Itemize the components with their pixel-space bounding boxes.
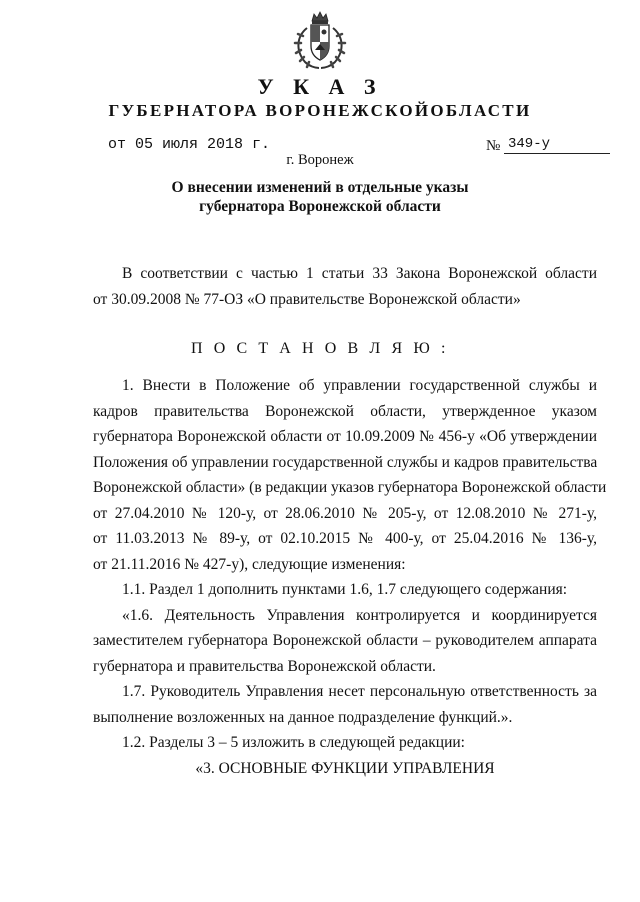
section-heading: «3. ОСНОВНЫЕ ФУНКЦИИ УПРАВЛЕНИЯ (195, 759, 495, 777)
body-line: 1.1. Раздел 1 дополнить пунктами 1.6, 1.7 следующего содержания: (122, 581, 568, 598)
coat-of-arms-icon (289, 10, 351, 70)
decree-subject (0, 178, 640, 216)
body-line: от 21.11.2016 № 427-у), следующие изменения: (93, 555, 406, 573)
body-line: губернатора Воронежской области от 10.09.2009 № 456-у «Об утверждении (93, 428, 597, 445)
body-line: Положения об управлении государственной службы и кадров правительства (93, 453, 598, 471)
body-line: от 27.04.2010 № 120-у, от 28.06.2010 № 205-у, от 12.08.2010 № 271-у, (93, 504, 597, 522)
city: г. Воронеж (286, 152, 354, 168)
subject-line: губернатора Воронежской области (199, 198, 441, 215)
body-line: 1.2. Разделы 3 – 5 изложить в следующей редакции: (122, 734, 465, 751)
body-line: 1. Внести в Положение об управлении государственной службы и (122, 377, 597, 394)
decree-body (93, 373, 607, 781)
body-line: Воронежской области» (в редакции указов губернатора Воронежской области (93, 479, 607, 496)
body-line: от 11.03.2013 № 89-у, от 02.10.2015 № 400-у, от 25.04.2016 № 136-у, (93, 530, 597, 547)
document-type-title: У К А З (257, 74, 383, 99)
body-line: 1.7. Руководитель Управления несет персональную ответственность за (122, 683, 597, 700)
preamble (93, 261, 597, 312)
subject-line: О внесении изменений в отдельные указы (171, 179, 469, 196)
body-line: «1.6. Деятельность Управления контролируется и координируется (122, 606, 597, 624)
preamble-line: от 30.09.2008 № 77-ОЗ «О правительстве Воронежской области» (93, 290, 521, 308)
decree-date: от 05 июля 2018 г. (108, 136, 271, 153)
preamble-line: В соответствии с частью 1 статьи 33 Закона Воронежской области (122, 265, 597, 282)
body-line: заместителем губернатора Воронежской области – руководителем аппарата (93, 632, 597, 649)
number-label: № (486, 138, 501, 154)
body-line: губернатора и правительства Воронежской области. (93, 657, 436, 675)
body-line: выполнение возложенных на данное подразделение функций.». (93, 708, 513, 726)
decree-word: П О С Т А Н О В Л Я Ю : (190, 340, 450, 357)
body-line: кадров правительства Воронежской области, утвержденное указом (93, 402, 597, 420)
issuer-title: ГУБЕРНАТОРА ВОРОНЕЖСКОЙОБЛАСТИ (108, 101, 532, 120)
decree-number: 349-у (508, 136, 551, 152)
